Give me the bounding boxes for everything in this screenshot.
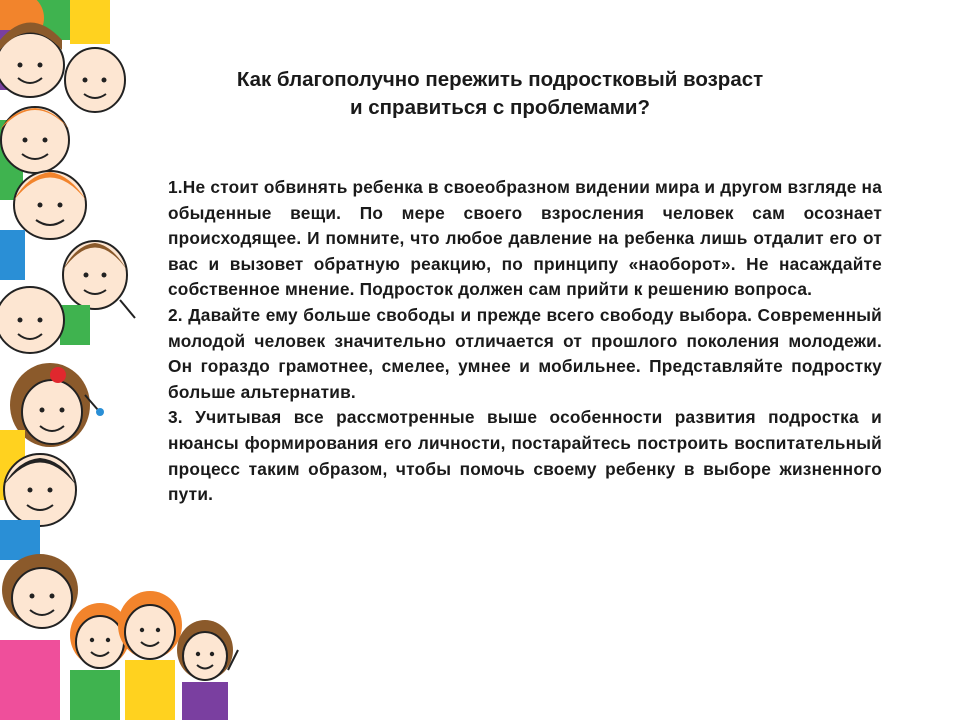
tip-3: 3. Учитывая все рассмотренные выше особенности развития подростка и нюансы формирования его личности, постарайтесь построить воспитательный процесс таким образом, чтобы помочь своему ребенку в выборе жизненного пути. — [168, 407, 882, 505]
kid-12 — [118, 591, 182, 720]
kid-9 — [0, 430, 76, 560]
page-title — [150, 66, 850, 122]
title-line-1: Как благополучно пережить подростковый возраст — [236, 68, 764, 91]
tip-2: 2. Давайте ему больше свободы и прежде всего свободу выбора. Современный молодой человек значительно отличается от прошлого поколения молодежи. Он гораздо грамотнее, смелее, умнее и мобильнее. Представляйте подростку больше альтернатив. — [168, 304, 882, 402]
title-line-2: и справиться с проблемами? — [349, 96, 651, 119]
kid-2 — [0, 23, 64, 98]
kid-3 — [65, 0, 125, 112]
tip-1: 1.Не стоит обвинять ребенка в своеобразном видении мира и другом взгляде на обыденные вещи. По мере своего взросления человек сам осознает происходящее. И помните, что любое давление на ребенка лишь отдалит его от вас и вызовет обратную реакцию, по принципу «наоборот». Не насаждайте собственное мнение. Подросток должен сам прийти к решению вопроса. — [168, 177, 882, 300]
tips-list — [168, 175, 882, 508]
kid-6 — [60, 241, 135, 345]
kid-13 — [177, 620, 238, 720]
kid-10 — [0, 554, 78, 720]
kid-7 — [0, 287, 64, 353]
